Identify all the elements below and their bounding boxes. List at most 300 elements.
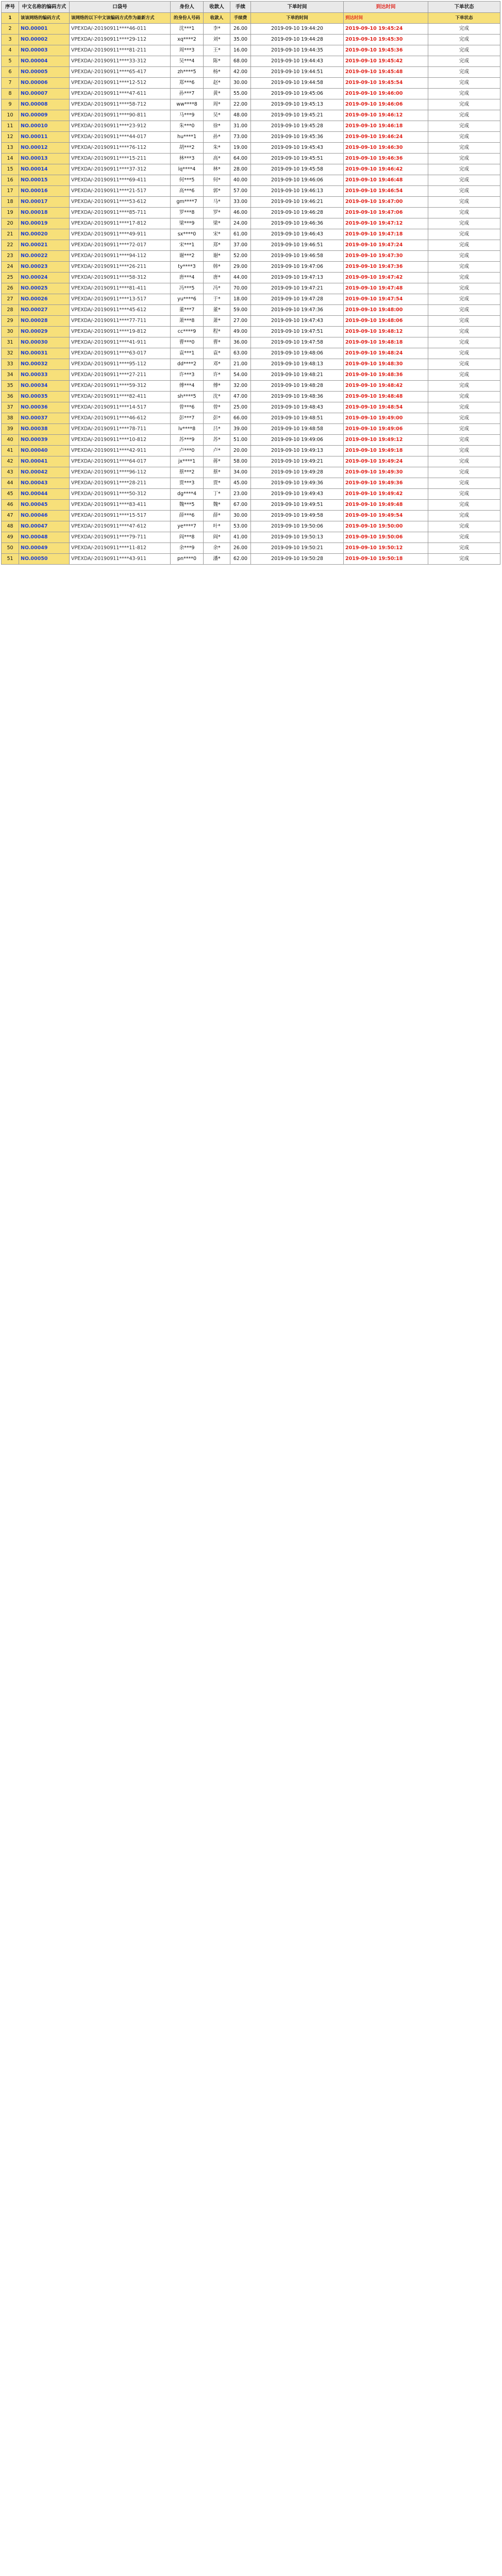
table-row — [2, 262, 500, 273]
row-number: 12 — [2, 132, 19, 143]
order-time: 2019-09-10 19:44:43 — [251, 56, 344, 67]
table-row — [2, 402, 500, 413]
identity-cell: hu****1 — [171, 132, 204, 143]
arrival-time: 2019-09-10 19:48:42 — [344, 381, 428, 392]
payee-cell: 王* — [204, 45, 230, 56]
identity-cell: 马***9 — [171, 110, 204, 121]
order-time: 2019-09-10 19:45:58 — [251, 164, 344, 175]
payee-cell: 林* — [204, 164, 230, 175]
order-code: NO.00010 — [19, 121, 70, 132]
identity-cell: lq****4 — [171, 164, 204, 175]
table-row — [2, 456, 500, 467]
fee-cell: 29.00 — [230, 262, 251, 273]
order-status: 完成 — [428, 45, 500, 56]
payee-cell: 宋* — [204, 229, 230, 240]
wallet-number: VPEXDA/-20190911****17-812 — [70, 218, 171, 229]
fee-cell: 32.00 — [230, 381, 251, 392]
payee-cell: 潘* — [204, 554, 230, 565]
wallet-number: VPEXDA/-20190911****26-211 — [70, 262, 171, 273]
identity-cell: ye****7 — [171, 521, 204, 532]
identity-cell: 蔡***2 — [171, 467, 204, 478]
identity-cell: 曾***6 — [171, 402, 204, 413]
arrival-time: 到达时间 — [344, 13, 428, 24]
identity-cell: 孙***7 — [171, 89, 204, 99]
row-number: 51 — [2, 554, 19, 565]
fee-cell: 33.00 — [230, 197, 251, 208]
row-number: 18 — [2, 197, 19, 208]
arrival-time: 2019-09-10 19:45:36 — [344, 45, 428, 56]
order-code: NO.00039 — [19, 435, 70, 446]
arrival-time: 2019-09-10 19:49:24 — [344, 456, 428, 467]
order-code: NO.00030 — [19, 337, 70, 348]
order-time: 2019-09-10 19:45:43 — [251, 143, 344, 154]
order-time: 2019-09-10 19:47:36 — [251, 305, 344, 316]
order-status: 完成 — [428, 467, 500, 478]
fee-cell: 42.00 — [230, 67, 251, 78]
order-status: 完成 — [428, 132, 500, 143]
payee-cell: 冯* — [204, 283, 230, 294]
fee-cell: 26.00 — [230, 24, 251, 35]
table-row — [2, 13, 500, 24]
wallet-number: VPEXDA/-20190911****90-811 — [70, 110, 171, 121]
identity-cell: 宋***1 — [171, 240, 204, 251]
payee-cell: 萧* — [204, 316, 230, 327]
table-row — [2, 283, 500, 294]
row-number: 27 — [2, 294, 19, 305]
arrival-time: 2019-09-10 19:47:18 — [344, 229, 428, 240]
payee-cell: 陈* — [204, 56, 230, 67]
fee-cell: 37.00 — [230, 240, 251, 251]
order-code: NO.00015 — [19, 175, 70, 186]
order-status: 完成 — [428, 305, 500, 316]
order-code: NO.00041 — [19, 456, 70, 467]
payee-cell: 薛* — [204, 511, 230, 521]
order-time: 2019-09-10 19:47:43 — [251, 316, 344, 327]
arrival-time: 2019-09-10 19:47:54 — [344, 294, 428, 305]
order-status: 完成 — [428, 554, 500, 565]
table-row — [2, 218, 500, 229]
payee-cell: 叶* — [204, 521, 230, 532]
identity-cell: ww****8 — [171, 99, 204, 110]
wallet-number: VPEXDA/-20190911****11-812 — [70, 543, 171, 554]
wallet-number: VPEXDA/-20190911****27-211 — [70, 370, 171, 381]
table-row — [2, 478, 500, 489]
table-row — [2, 316, 500, 327]
order-code: NO.00050 — [19, 554, 70, 565]
payee-cell: 何* — [204, 175, 230, 186]
order-time: 2019-09-10 19:48:43 — [251, 402, 344, 413]
order-code: NO.00014 — [19, 164, 70, 175]
table-row — [2, 45, 500, 56]
row-number: 39 — [2, 424, 19, 435]
order-status: 完成 — [428, 381, 500, 392]
order-status: 完成 — [428, 218, 500, 229]
wallet-number: VPEXDA/-20190911****49-911 — [70, 229, 171, 240]
table-row — [2, 121, 500, 132]
row-number: 21 — [2, 229, 19, 240]
order-status: 完成 — [428, 370, 500, 381]
fee-cell: 20.00 — [230, 446, 251, 456]
row-number: 6 — [2, 67, 19, 78]
wallet-number: VPEXDA/-20190911****64-017 — [70, 456, 171, 467]
table-row — [2, 467, 500, 478]
payee-cell: 阎* — [204, 532, 230, 543]
wallet-number: VPEXDA/-20190911****79-711 — [70, 532, 171, 543]
table-row — [2, 359, 500, 370]
wallet-number: VPEXDA/-20190911****58-312 — [70, 273, 171, 283]
arrival-time: 2019-09-10 19:46:12 — [344, 110, 428, 121]
order-time: 2019-09-10 19:47:51 — [251, 327, 344, 337]
wallet-number: VPEXDA/-20190911****58-712 — [70, 99, 171, 110]
order-code: NO.00018 — [19, 208, 70, 218]
payee-cell: 孙* — [204, 132, 230, 143]
order-time: 2019-09-10 19:46:13 — [251, 186, 344, 197]
payee-cell: 韩* — [204, 262, 230, 273]
payee-cell: 曾* — [204, 402, 230, 413]
payee-cell: 郑* — [204, 240, 230, 251]
order-time: 2019-09-10 19:48:13 — [251, 359, 344, 370]
wallet-number: VPEXDA/-20190911****85-711 — [70, 208, 171, 218]
order-status: 完成 — [428, 67, 500, 78]
table-row — [2, 327, 500, 337]
identity-cell: 许***3 — [171, 370, 204, 381]
payee-cell: 谢* — [204, 251, 230, 262]
identity-cell: 胡***2 — [171, 143, 204, 154]
identity-cell: 卢***0 — [171, 446, 204, 456]
row-number: 20 — [2, 218, 19, 229]
identity-cell: 傅***4 — [171, 381, 204, 392]
order-status: 完成 — [428, 294, 500, 305]
table-row — [2, 424, 500, 435]
identity-cell: xq****2 — [171, 35, 204, 45]
order-code: NO.00033 — [19, 370, 70, 381]
arrival-time: 2019-09-10 19:47:12 — [344, 218, 428, 229]
row-number: 30 — [2, 327, 19, 337]
order-status: 完成 — [428, 316, 500, 327]
order-code: NO.00049 — [19, 543, 70, 554]
wallet-number: VPEXDA/-20190911****69-411 — [70, 175, 171, 186]
order-time: 2019-09-10 19:49:13 — [251, 446, 344, 456]
order-status: 完成 — [428, 35, 500, 45]
arrival-time: 2019-09-10 19:49:00 — [344, 413, 428, 424]
order-time: 2019-09-10 19:48:21 — [251, 370, 344, 381]
order-code: NO.00004 — [19, 56, 70, 67]
fee-cell: 59.00 — [230, 305, 251, 316]
order-time: 2019-09-10 19:46:43 — [251, 229, 344, 240]
table-row — [2, 240, 500, 251]
table-row — [2, 381, 500, 392]
payee-cell: 贾* — [204, 478, 230, 489]
table-header — [2, 2, 500, 13]
arrival-time: 2019-09-10 19:46:42 — [344, 164, 428, 175]
order-code: NO.00011 — [19, 132, 70, 143]
payee-cell: 梁* — [204, 218, 230, 229]
order-status: 完成 — [428, 251, 500, 262]
order-code: NO.00046 — [19, 511, 70, 521]
arrival-time: 2019-09-10 19:48:00 — [344, 305, 428, 316]
wallet-number: VPEXDA/-20190911****33-312 — [70, 56, 171, 67]
row-number: 17 — [2, 186, 19, 197]
fee-cell: 22.00 — [230, 99, 251, 110]
arrival-time: 2019-09-10 19:48:18 — [344, 337, 428, 348]
order-code: NO.00013 — [19, 154, 70, 164]
order-code: NO.00040 — [19, 446, 70, 456]
order-time: 2019-09-10 19:50:21 — [251, 543, 344, 554]
row-number: 37 — [2, 402, 19, 413]
table-row — [2, 229, 500, 240]
order-code: NO.00003 — [19, 45, 70, 56]
wallet-number: VPEXDA/-20190911****83-411 — [70, 500, 171, 511]
order-time: 2019-09-10 19:45:06 — [251, 89, 344, 99]
order-code: NO.00027 — [19, 305, 70, 316]
order-code: NO.00025 — [19, 283, 70, 294]
row-number: 13 — [2, 143, 19, 154]
order-code: NO.00007 — [19, 89, 70, 99]
wallet-number: VPEXDA/-20190911****77-711 — [70, 316, 171, 327]
arrival-time: 2019-09-10 19:45:54 — [344, 78, 428, 89]
row-number: 5 — [2, 56, 19, 67]
arrival-time: 2019-09-10 19:46:30 — [344, 143, 428, 154]
order-status: 完成 — [428, 413, 500, 424]
arrival-time: 2019-09-10 19:46:54 — [344, 186, 428, 197]
arrival-time: 2019-09-10 19:49:36 — [344, 478, 428, 489]
arrival-time: 2019-09-10 19:46:36 — [344, 154, 428, 164]
wallet-number: VPEXDA/-20190911****81-411 — [70, 283, 171, 294]
wallet-number: VPEXDA/-20190911****59-312 — [70, 381, 171, 392]
order-code: NO.00002 — [19, 35, 70, 45]
fee-cell: 73.00 — [230, 132, 251, 143]
wallet-number: VPEXDA/-20190911****46-612 — [70, 413, 171, 424]
order-code: NO.00024 — [19, 273, 70, 283]
order-status: 完成 — [428, 229, 500, 240]
fee-cell: 30.00 — [230, 511, 251, 521]
wallet-number: VPEXDA/-20190911****46-011 — [70, 24, 171, 35]
order-time: 2019-09-10 19:48:51 — [251, 413, 344, 424]
order-time: 2019-09-10 19:46:36 — [251, 218, 344, 229]
fee-cell: 28.00 — [230, 164, 251, 175]
order-code: NO.00032 — [19, 359, 70, 370]
order-status: 完成 — [428, 197, 500, 208]
order-time: 2019-09-10 19:49:21 — [251, 456, 344, 467]
identity-cell: 冯***5 — [171, 283, 204, 294]
table-row — [2, 164, 500, 175]
table-row — [2, 24, 500, 35]
payee-cell: 高* — [204, 154, 230, 164]
table-row — [2, 99, 500, 110]
order-time: 2019-09-10 19:44:51 — [251, 67, 344, 78]
order-status: 完成 — [428, 78, 500, 89]
fee-cell: 36.00 — [230, 337, 251, 348]
order-time: 2019-09-10 19:50:28 — [251, 554, 344, 565]
row-number: 14 — [2, 154, 19, 164]
row-number: 22 — [2, 240, 19, 251]
row-number: 49 — [2, 532, 19, 543]
table-row — [2, 305, 500, 316]
order-code: NO.00009 — [19, 110, 70, 121]
arrival-time: 2019-09-10 19:50:18 — [344, 554, 428, 565]
fee-cell: 54.00 — [230, 370, 251, 381]
order-status: 完成 — [428, 489, 500, 500]
identity-cell: 余***9 — [171, 543, 204, 554]
fee-cell: 46.00 — [230, 208, 251, 218]
fee-cell: 70.00 — [230, 283, 251, 294]
row-number: 28 — [2, 305, 19, 316]
wallet-number: VPEXDA/-20190911****53-612 — [70, 197, 171, 208]
payee-cell: 收款人 — [204, 13, 230, 24]
row-number: 11 — [2, 121, 19, 132]
arrival-time: 2019-09-10 19:49:42 — [344, 489, 428, 500]
row-number: 9 — [2, 99, 19, 110]
fee-cell: 66.00 — [230, 413, 251, 424]
fee-cell: 64.00 — [230, 154, 251, 164]
column-header: 到达时间 — [344, 2, 428, 13]
order-time: 2019-09-10 19:47:13 — [251, 273, 344, 283]
arrival-time: 2019-09-10 19:45:24 — [344, 24, 428, 35]
wallet-number: VPEXDA/-20190911****13-517 — [70, 294, 171, 305]
row-number: 41 — [2, 446, 19, 456]
payee-cell: 程* — [204, 327, 230, 337]
order-status: 完成 — [428, 208, 500, 218]
order-status: 完成 — [428, 543, 500, 554]
order-status: 完成 — [428, 121, 500, 132]
order-time: 2019-09-10 19:47:28 — [251, 294, 344, 305]
order-code: NO.00035 — [19, 392, 70, 402]
arrival-time: 2019-09-10 19:45:42 — [344, 56, 428, 67]
payee-cell: 卢* — [204, 446, 230, 456]
payee-cell: 蒋* — [204, 456, 230, 467]
table-row — [2, 175, 500, 186]
fee-cell: 16.00 — [230, 45, 251, 56]
fee-cell: 26.00 — [230, 543, 251, 554]
order-status: 完成 — [428, 521, 500, 532]
column-header: 中文名称的编码方式 — [19, 2, 70, 13]
row-number: 40 — [2, 435, 19, 446]
row-number: 7 — [2, 78, 19, 89]
row-number: 38 — [2, 413, 19, 424]
order-time: 2019-09-10 19:44:28 — [251, 35, 344, 45]
identity-cell: dd****2 — [171, 359, 204, 370]
table-row — [2, 208, 500, 218]
wallet-number: VPEXDA/-20190911****43-911 — [70, 554, 171, 565]
wallet-number: VPEXDA/-20190911****47-612 — [70, 521, 171, 532]
fee-cell: 34.00 — [230, 467, 251, 478]
wallet-number: VPEXDA/-20190911****12-512 — [70, 78, 171, 89]
row-number: 19 — [2, 208, 19, 218]
identity-cell: 何***5 — [171, 175, 204, 186]
identity-cell: sh****5 — [171, 392, 204, 402]
order-status: 完成 — [428, 164, 500, 175]
table-row — [2, 446, 500, 456]
fee-cell: 35.00 — [230, 35, 251, 45]
identity-cell: 吴***4 — [171, 56, 204, 67]
order-code: NO.00031 — [19, 348, 70, 359]
order-status: 完成 — [428, 175, 500, 186]
identity-cell: 林***3 — [171, 154, 204, 164]
order-time: 2019-09-10 19:49:06 — [251, 435, 344, 446]
order-time: 2019-09-10 19:47:06 — [251, 262, 344, 273]
order-time: 2019-09-10 19:49:43 — [251, 489, 344, 500]
payee-cell: 郭* — [204, 186, 230, 197]
payee-cell: 魏* — [204, 500, 230, 511]
table-row — [2, 511, 500, 521]
order-time: 2019-09-10 19:47:58 — [251, 337, 344, 348]
table-row — [2, 532, 500, 543]
arrival-time: 2019-09-10 19:48:30 — [344, 359, 428, 370]
table-row — [2, 132, 500, 143]
order-time: 2019-09-10 19:50:06 — [251, 521, 344, 532]
wallet-number: VPEXDA/-20190911****47-611 — [70, 89, 171, 99]
table-row — [2, 392, 500, 402]
row-number: 50 — [2, 543, 19, 554]
row-number: 25 — [2, 273, 19, 283]
order-status: 完成 — [428, 532, 500, 543]
identity-cell: 曹***0 — [171, 337, 204, 348]
order-status: 完成 — [428, 446, 500, 456]
fee-cell: 62.00 — [230, 554, 251, 565]
arrival-time: 2019-09-10 19:49:30 — [344, 467, 428, 478]
fee-cell: 52.00 — [230, 251, 251, 262]
order-time: 2019-09-10 19:45:21 — [251, 110, 344, 121]
wallet-number: VPEXDA/-20190911****65-417 — [70, 67, 171, 78]
payee-cell: 邓* — [204, 359, 230, 370]
fee-cell: 21.00 — [230, 359, 251, 370]
order-status: 完成 — [428, 143, 500, 154]
order-status: 完成 — [428, 154, 500, 164]
arrival-time: 2019-09-10 19:46:06 — [344, 99, 428, 110]
identity-cell: yu****6 — [171, 294, 204, 305]
order-time: 2019-09-10 19:45:13 — [251, 99, 344, 110]
table-row — [2, 554, 500, 565]
wallet-number: VPEXDA/-20190911****10-812 — [70, 435, 171, 446]
fee-cell: 30.00 — [230, 78, 251, 89]
identity-cell: 董***7 — [171, 305, 204, 316]
identity-cell: gm****7 — [171, 197, 204, 208]
order-time: 2019-09-10 19:48:36 — [251, 392, 344, 402]
row-number: 35 — [2, 381, 19, 392]
table-row — [2, 294, 500, 305]
order-status: 完成 — [428, 186, 500, 197]
wallet-number: VPEXDA/-20190911****28-211 — [70, 478, 171, 489]
column-header: 下单时间 — [251, 2, 344, 13]
order-code: NO.00043 — [19, 478, 70, 489]
order-code: NO.00048 — [19, 532, 70, 543]
wallet-number: VPEXDA/-20190911****23-912 — [70, 121, 171, 132]
arrival-time: 2019-09-10 19:49:48 — [344, 500, 428, 511]
payee-cell: 许* — [204, 370, 230, 381]
order-status: 完成 — [428, 273, 500, 283]
order-status: 完成 — [428, 24, 500, 35]
payee-cell: 曹* — [204, 337, 230, 348]
wallet-number: VPEXDA/-20190911****81-211 — [70, 45, 171, 56]
wallet-number: VPEXDA/-20190911****21-517 — [70, 186, 171, 197]
row-number: 31 — [2, 337, 19, 348]
column-header: 手续 — [230, 2, 251, 13]
row-number: 48 — [2, 521, 19, 532]
payee-cell: 徐* — [204, 121, 230, 132]
arrival-time: 2019-09-10 19:49:12 — [344, 435, 428, 446]
wallet-number: VPEXDA/-20190911****72-017 — [70, 240, 171, 251]
order-status: 完成 — [428, 424, 500, 435]
order-time: 2019-09-10 19:50:13 — [251, 532, 344, 543]
fee-cell: 58.00 — [230, 456, 251, 467]
identity-cell: pn****0 — [171, 554, 204, 565]
table-row — [2, 413, 500, 424]
row-number: 43 — [2, 467, 19, 478]
arrival-time: 2019-09-10 19:48:54 — [344, 402, 428, 413]
column-header: 下单状态 — [428, 2, 500, 13]
wallet-number: VPEXDA/-20190911****15-517 — [70, 511, 171, 521]
table-row — [2, 273, 500, 283]
